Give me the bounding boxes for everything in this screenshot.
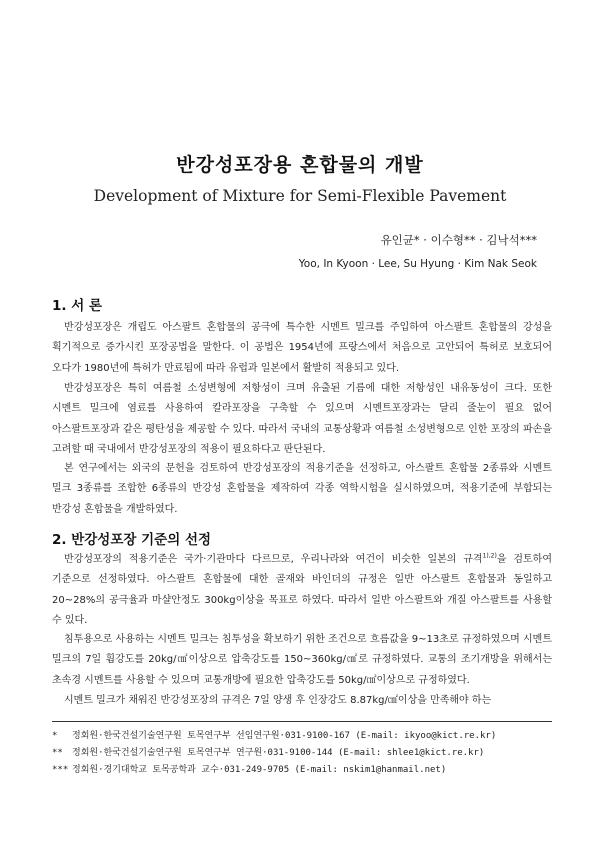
- citation-reference: 1),2): [482, 552, 497, 560]
- section-2-paragraph-1-text-a: 반강성포장의 적용기준은 국가·기관마다 다르므로, 우리나라와 여건이 비슷한 일본의 규격: [64, 554, 483, 565]
- section-1-heading: 1. 서 론: [52, 298, 103, 314]
- footnote-3-mark: ***: [52, 765, 69, 775]
- footnote-2-text: 정회원·한국건설기술연구원 토목연구부 연구원·031-9100-144 (E-mail: shlee1@kict.re.kr): [72, 748, 485, 758]
- footnote-1: [52, 728, 572, 741]
- section-2-paragraph-2: 침투용으로 사용하는 시멘트 밀크는 침투성을 확보하기 위한 조건으로 흐름값을 9~13초로 규정하였으며 시멘트 밀크의 7일 휨강도를 20kg/㎠이상으로 압축강도를 150~360kg/㎠로 규정하였다. 교통의 조기개방을 위해서는 초속경 시멘트를 사용할 수 있으며 교통개방에 필요한 압축강도를 50kg/㎠이상으로 규정하였다.: [52, 634, 552, 686]
- section-2-paragraph-1-text-b: 을 검토하여 기준으로 선정하였다. 아스팔트 혼합물에 대한 골재와 바인더의 규정은 일반 아스팔트 혼합물과 동일하고 20~28%의 공극율과 마샬안정도 300kg이상을 목표로 하였다. 따라서 일반 아스팔트와 개질 아스팔트를 사용할 수 있다.: [52, 554, 552, 626]
- footnote-3-text: 정회원·경기대학교 토목공학과 교수·031-249-9705 (E-mail: nskim1@hanmail.net): [72, 765, 447, 775]
- section-1-paragraph-2: 반강성포장은 특히 여름철 소성변형에 저항성이 크며 유출된 기름에 대한 저항성인 내유동성이 크다. 또한 시멘트 밀크에 염료를 사용하여 칼라포장을 구축할 수 있으며 시멘트포장과는 달리 줄눈이 필요 없어 아스팔트포장과 같은 평탄성을 제공할 수 있다. 따라서 국내의 교통상황과 여름철 소성변형으로 인한 포장의 파손을 고려할 때 국내에서 반강성포장의 적용이 필요하다고 판단된다.: [52, 383, 552, 455]
- section-2-paragraph-3: 시멘트 밀크가 채워진 반강성포장의 규격은 7일 양생 후 인장강도 8.87kg/㎠이상을 만족해야 하는: [64, 695, 492, 706]
- section-1-paragraph-3: 본 연구에서는 외국의 문헌을 검토하여 반강성포장의 적용기준을 선정하고, 아스팔트 혼합물 2종류와 시멘트 밀크 3종류를 조합한 6종류의 반강성 혼합물을 제작하여 각종 역학시험을 실시하였으며, 적용기준에 부합되는 반강성 혼합물을 개발하였다.: [52, 463, 552, 515]
- footnote-1-text: 정회원·한국건설기술연구원 토목연구부 선임연구원·031-9100-167 (E-mail: ikyoo@kict.re.kr): [72, 731, 497, 741]
- footnote-divider: [52, 721, 552, 722]
- footnote-2: [52, 745, 572, 758]
- authors-english: Yoo, In Kyoon · Lee, Su Hyung · Kim Nak Seok: [298, 258, 537, 270]
- authors-korean: 유인균* · 이수형** · 김낙석***: [380, 233, 537, 247]
- footnote-1-mark: *: [52, 731, 58, 741]
- footnote-3: [52, 762, 572, 775]
- footnote-2-mark: **: [52, 748, 63, 758]
- section-2-heading: 2. 반강성포장 기준의 선정: [52, 532, 212, 548]
- section-2-paragraph-1: [52, 550, 552, 631]
- title-english: Development of Mixture for Semi-Flexible Pavement: [93, 187, 507, 205]
- section-1-paragraph-1: 반강성포장은 개립도 아스팔트 혼합물의 공극에 특수한 시멘트 밀크를 주입하여 아스팔트 혼합물의 강성을 획기적으로 증가시킨 포장공법을 말한다. 이 공법은 1954년에 프랑스에서 처음으로 고안되어 특허로 보호되어 오다가 1980년에 특허가 만료됨에 따라 유럽과 일본에서 활발히 적용되고 있다.: [52, 322, 552, 374]
- title-korean: 반강성포장용 혼합물의 개발: [176, 154, 424, 176]
